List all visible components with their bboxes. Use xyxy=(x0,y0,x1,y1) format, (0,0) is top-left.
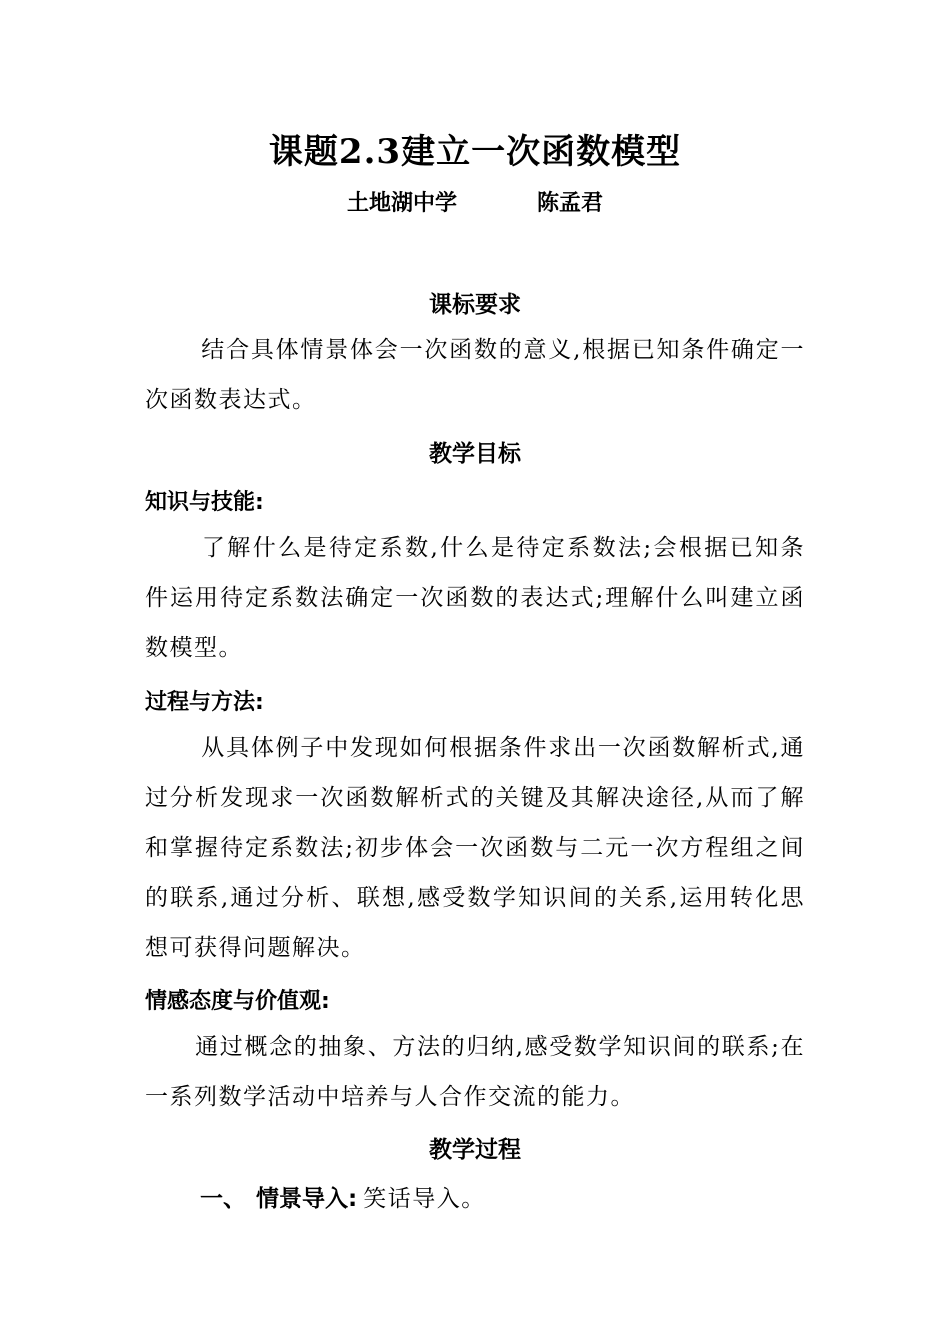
attitude-text: 通过概念的抽象、方法的归纳,感受数学知识间的联系;在一系列数学活动中培养与人合作交流的能力。 xyxy=(145,1034,805,1110)
byline xyxy=(0,186,950,217)
item-text: 笑话导入。 xyxy=(363,1186,486,1212)
standard-paragraph xyxy=(145,325,805,425)
heading-teaching-process: 教学过程 xyxy=(429,1137,521,1163)
process-paragraph xyxy=(145,723,805,973)
attitude-values-label: 情感态度与价值观: xyxy=(145,989,330,1014)
school-name: 土地湖中学 xyxy=(346,190,457,216)
attitude-paragraph xyxy=(145,1022,805,1122)
process-text: 从具体例子中发现如何根据条件求出一次函数解析式,通过分析发现求一次函数解析式的关键及其解决途径,从而了解和掌握待定系数法;初步体会一次函数与二元一次方程组之间的联系,通过分析、联想,感受数学知识间的关系,运用转化思想可获得问题解决。 xyxy=(145,735,805,961)
heading-goals: 教学目标 xyxy=(429,441,521,467)
knowledge-skills-label: 知识与技能: xyxy=(145,490,264,515)
author-name: 陈孟君 xyxy=(537,190,604,216)
heading-standard: 课标要求 xyxy=(429,292,521,318)
item-number: 一、 xyxy=(200,1185,246,1212)
standard-text: 结合具体情景体会一次函数的意义,根据已知条件确定一次函数表达式。 xyxy=(145,337,805,413)
process-item-1 xyxy=(200,1180,486,1213)
knowledge-text: 了解什么是待定系数,什么是待定系数法;会根据已知条件运用待定系数法确定一次函数的表达式;理解什么叫建立函数模型。 xyxy=(145,535,805,661)
process-method-label: 过程与方法: xyxy=(145,690,264,715)
knowledge-paragraph xyxy=(145,523,805,673)
item-label: 情景导入: xyxy=(256,1186,358,1212)
document-title: 课题2.3建立一次函数模型 xyxy=(268,132,682,172)
